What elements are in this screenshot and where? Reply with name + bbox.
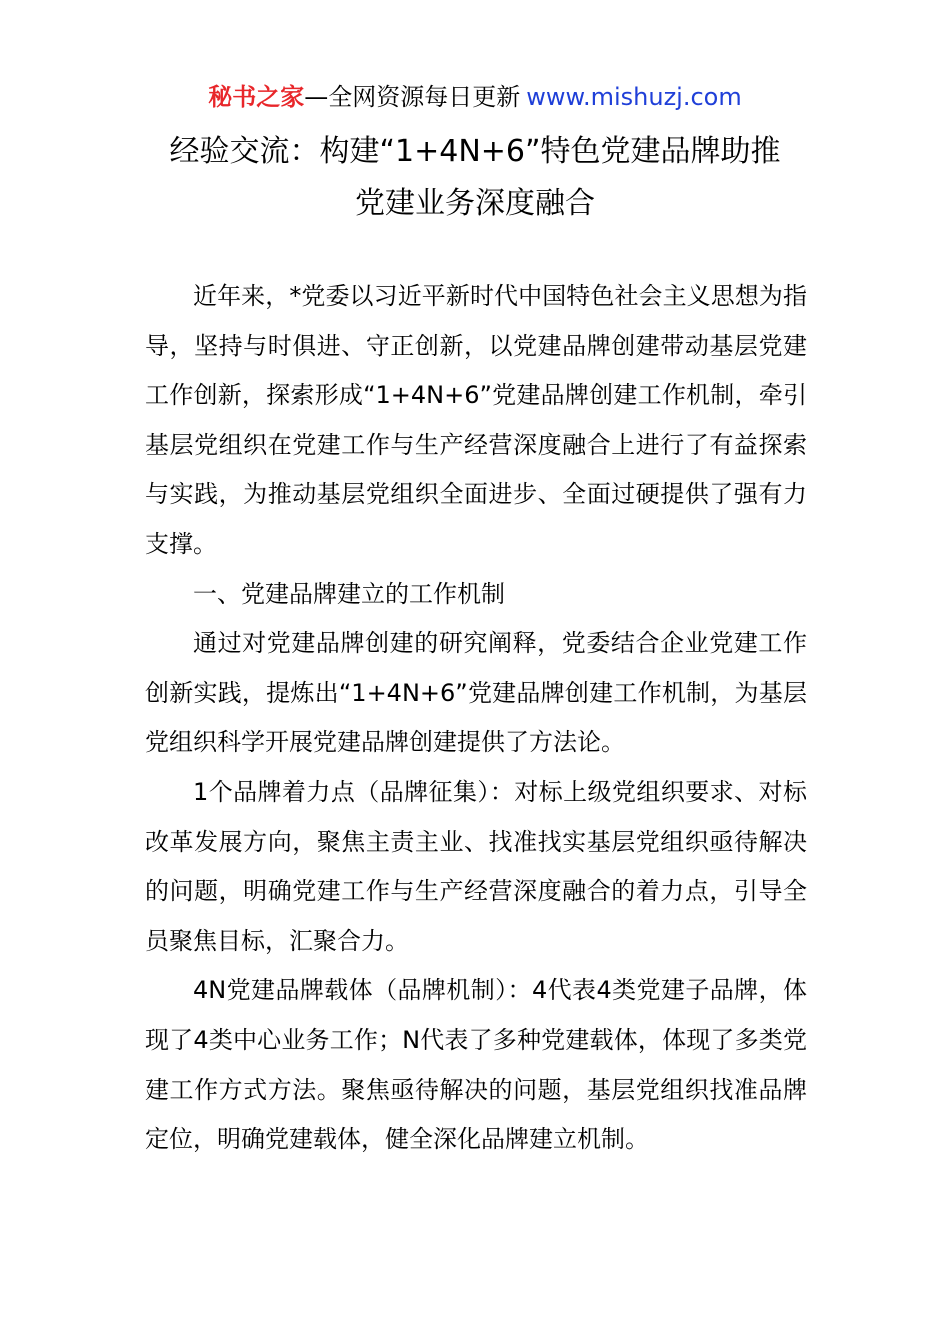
document-body bbox=[145, 272, 807, 1165]
section-heading: 一、党建品牌建立的工作机制 bbox=[193, 579, 505, 608]
site-header bbox=[0, 80, 950, 114]
body-paragraph: 1个品牌着力点（品牌征集）：对标上级党组织要求、对标改革发展方向，聚焦主责主业、找准找实基层党组织亟待解决的问题，明确党建工作与生产经营深度融合的着力点，引导全员聚焦目标，汇聚合力。 bbox=[145, 777, 807, 955]
document-title bbox=[100, 126, 850, 230]
body-paragraph: 通过对党建品牌创建的研究阐释，党委结合企业党建工作创新实践，提炼出“1+4N+6”党建品牌创建工作机制，为基层党组织科学开展党建品牌创建提供了方法论。 bbox=[145, 629, 807, 757]
intro-paragraph: 近年来，*党委以习近平新时代中国特色社会主义思想为指导，坚持与时俱进、守正创新，以党建品牌创建带动基层党建工作创新，探索形成“1+4N+6”党建品牌创建工作机制，牵引基层党组织在党建工作与生产经营深度融合上进行了有益探索与实践，为推动基层党组织全面进步、全面过硬提供了强有力支撑。 bbox=[145, 282, 807, 558]
site-url-link[interactable]: www.mishuzj.com bbox=[526, 83, 742, 111]
title-line-1: 经验交流：构建“1+4N+6”特色党建品牌助推 bbox=[169, 134, 781, 169]
site-brand: 秘书之家 bbox=[208, 83, 305, 111]
body-paragraph: 4N党建品牌载体（品牌机制）：4代表4类党建子品牌，体现了4类中心业务工作；N代表了多种党建载体，体现了多类党建工作方式方法。聚焦亟待解决的问题，基层党组织找准品牌定位，明确党建载体，健全深化品牌建立机制。 bbox=[145, 976, 807, 1154]
title-line-2: 党建业务深度融合 bbox=[355, 186, 595, 221]
site-slogan: —全网资源每日更新 bbox=[304, 83, 521, 111]
